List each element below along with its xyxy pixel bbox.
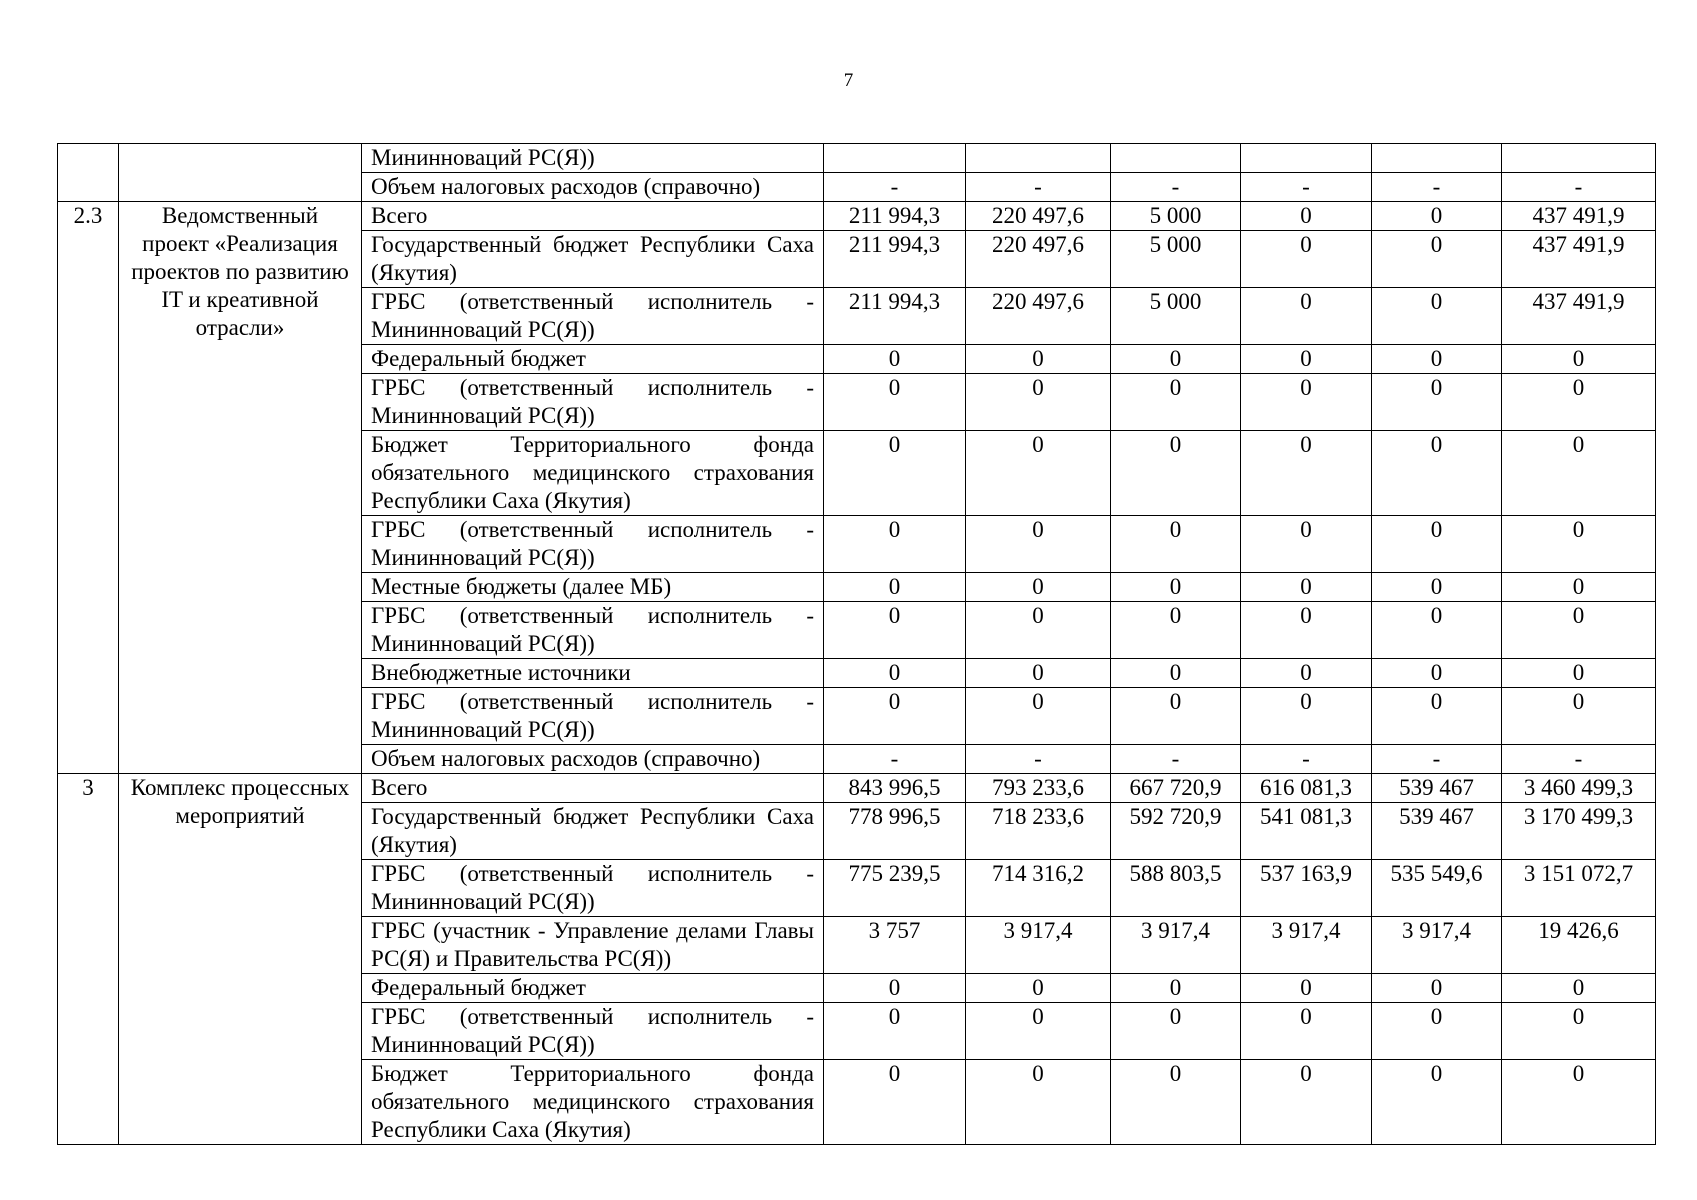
value-cell: 211 994,3 [824, 202, 966, 231]
table-row [58, 774, 1656, 803]
section-number: 2.3 [58, 202, 119, 774]
value-cell: 0 [1111, 602, 1241, 659]
value-cell: 588 803,5 [1111, 860, 1241, 917]
value-cell: 5 000 [1111, 288, 1241, 345]
value-cell: 0 [1372, 974, 1502, 1003]
value-cell: 0 [966, 573, 1111, 602]
value-cell: 0 [1111, 688, 1241, 745]
value-cell: 0 [1372, 1060, 1502, 1145]
total-cell: 0 [1502, 374, 1656, 431]
total-cell: 3 151 072,7 [1502, 860, 1656, 917]
value-cell: - [966, 745, 1111, 774]
value-cell: 0 [1111, 1060, 1241, 1145]
row-label: Федеральный бюджет [362, 974, 824, 1003]
value-cell: 0 [966, 374, 1111, 431]
value-cell: 0 [1372, 516, 1502, 573]
value-cell: 0 [1372, 345, 1502, 374]
value-cell: 0 [966, 516, 1111, 573]
section-name [119, 144, 362, 202]
value-cell: 0 [1241, 688, 1372, 745]
value-cell: 0 [824, 602, 966, 659]
row-label: ГРБС (ответственный исполнитель - Мининноваций РС(Я)) [362, 688, 824, 745]
value-cell: 714 316,2 [966, 860, 1111, 917]
value-cell: 5 000 [1111, 202, 1241, 231]
value-cell: 0 [824, 659, 966, 688]
value-cell [966, 144, 1111, 173]
row-label: Внебюджетные источники [362, 659, 824, 688]
value-cell: 592 720,9 [1111, 803, 1241, 860]
row-label: ГРБС (участник - Управление делами Главы РС(Я) и Правительства РС(Я)) [362, 917, 824, 974]
value-cell: 0 [1241, 573, 1372, 602]
value-cell: 3 757 [824, 917, 966, 974]
value-cell: 539 467 [1372, 803, 1502, 860]
value-cell: 5 000 [1111, 231, 1241, 288]
value-cell: 0 [966, 688, 1111, 745]
value-cell: - [1111, 745, 1241, 774]
section-number: 3 [58, 774, 119, 1145]
total-cell: 0 [1502, 659, 1656, 688]
total-cell: 437 491,9 [1502, 231, 1656, 288]
value-cell: 0 [1241, 974, 1372, 1003]
row-label: ГРБС (ответственный исполнитель - Мининноваций РС(Я)) [362, 860, 824, 917]
value-cell: 0 [1372, 659, 1502, 688]
value-cell [824, 144, 966, 173]
value-cell: 0 [824, 374, 966, 431]
total-cell: 437 491,9 [1502, 288, 1656, 345]
total-cell: 19 426,6 [1502, 917, 1656, 974]
value-cell: 0 [1111, 345, 1241, 374]
row-label: Государственный бюджет Республики Саха (Якутия) [362, 803, 824, 860]
value-cell: 0 [824, 1060, 966, 1145]
total-cell: 437 491,9 [1502, 202, 1656, 231]
row-label: Бюджет Территориального фонда обязательного медицинского страхования Республики Саха (Якутия) [362, 431, 824, 516]
value-cell: 541 081,3 [1241, 803, 1372, 860]
value-cell: 0 [824, 431, 966, 516]
value-cell: 0 [1241, 516, 1372, 573]
budget-table [57, 143, 1656, 1145]
row-label: Объем налоговых расходов (справочно) [362, 173, 824, 202]
value-cell: 535 549,6 [1372, 860, 1502, 917]
value-cell: 0 [1111, 573, 1241, 602]
value-cell: 0 [1111, 516, 1241, 573]
value-cell [1111, 144, 1241, 173]
value-cell: 843 996,5 [824, 774, 966, 803]
value-cell: 778 996,5 [824, 803, 966, 860]
value-cell: 0 [824, 974, 966, 1003]
section-number [58, 144, 119, 202]
value-cell: 0 [1241, 231, 1372, 288]
value-cell: 793 233,6 [966, 774, 1111, 803]
row-label: ГРБС (ответственный исполнитель - Мининноваций РС(Я)) [362, 288, 824, 345]
value-cell: 0 [966, 659, 1111, 688]
row-label: Всего [362, 774, 824, 803]
total-cell: 0 [1502, 1003, 1656, 1060]
value-cell: 0 [824, 573, 966, 602]
value-cell: 3 917,4 [966, 917, 1111, 974]
value-cell: - [1372, 173, 1502, 202]
value-cell: 0 [1111, 974, 1241, 1003]
value-cell: 0 [1372, 688, 1502, 745]
value-cell: 0 [1372, 288, 1502, 345]
value-cell: 0 [824, 1003, 966, 1060]
page-number: 7 [843, 70, 854, 91]
total-cell: - [1502, 745, 1656, 774]
value-cell: 0 [1241, 431, 1372, 516]
total-cell: 0 [1502, 602, 1656, 659]
value-cell: 211 994,3 [824, 288, 966, 345]
row-label: Всего [362, 202, 824, 231]
value-cell: - [824, 745, 966, 774]
value-cell: 0 [1372, 573, 1502, 602]
value-cell: 0 [966, 602, 1111, 659]
value-cell: 0 [1241, 659, 1372, 688]
value-cell: - [1241, 173, 1372, 202]
value-cell: 0 [1372, 1003, 1502, 1060]
value-cell: 3 917,4 [1372, 917, 1502, 974]
value-cell: 3 917,4 [1241, 917, 1372, 974]
value-cell: 0 [966, 1060, 1111, 1145]
row-label: Мининноваций РС(Я)) [362, 144, 824, 173]
value-cell: 0 [966, 1003, 1111, 1060]
value-cell: 0 [1372, 431, 1502, 516]
value-cell: 0 [1241, 288, 1372, 345]
value-cell: 0 [1372, 374, 1502, 431]
value-cell: 616 081,3 [1241, 774, 1372, 803]
value-cell: 0 [966, 431, 1111, 516]
value-cell: 220 497,6 [966, 202, 1111, 231]
total-cell: - [1502, 173, 1656, 202]
value-cell: 0 [1372, 602, 1502, 659]
value-cell: 539 467 [1372, 774, 1502, 803]
total-cell: 0 [1502, 1060, 1656, 1145]
row-label: Федеральный бюджет [362, 345, 824, 374]
value-cell: 0 [824, 516, 966, 573]
value-cell [1372, 144, 1502, 173]
total-cell: 3 460 499,3 [1502, 774, 1656, 803]
value-cell: - [1111, 173, 1241, 202]
value-cell: - [1241, 745, 1372, 774]
row-label: Бюджет Территориального фонда обязательного медицинского страхования Республики Саха (Якутия) [362, 1060, 824, 1145]
row-label: ГРБС (ответственный исполнитель - Мининноваций РС(Я)) [362, 1003, 824, 1060]
row-label: Объем налоговых расходов (справочно) [362, 745, 824, 774]
value-cell: 3 917,4 [1111, 917, 1241, 974]
section-name: Ведомственный проект «Реализация проектов по развитию IT и креативной отрасли» [119, 202, 362, 774]
value-cell: 0 [1372, 202, 1502, 231]
total-cell: 0 [1502, 688, 1656, 745]
table-row [58, 144, 1656, 173]
value-cell: 0 [1111, 431, 1241, 516]
value-cell: - [1372, 745, 1502, 774]
row-label: ГРБС (ответственный исполнитель - Мининноваций РС(Я)) [362, 374, 824, 431]
value-cell: 0 [824, 345, 966, 374]
value-cell: 0 [966, 345, 1111, 374]
total-cell [1502, 144, 1656, 173]
value-cell: 0 [1241, 345, 1372, 374]
value-cell: 775 239,5 [824, 860, 966, 917]
total-cell: 3 170 499,3 [1502, 803, 1656, 860]
value-cell: 220 497,6 [966, 231, 1111, 288]
value-cell: 0 [1372, 231, 1502, 288]
value-cell: 0 [1241, 1060, 1372, 1145]
section-name: Комплекс процессных мероприятий [119, 774, 362, 1145]
row-label: Местные бюджеты (далее МБ) [362, 573, 824, 602]
value-cell: 0 [1241, 602, 1372, 659]
value-cell: - [824, 173, 966, 202]
total-cell: 0 [1502, 516, 1656, 573]
table-row [58, 202, 1656, 231]
value-cell: 537 163,9 [1241, 860, 1372, 917]
value-cell: 0 [966, 974, 1111, 1003]
value-cell: 0 [1111, 374, 1241, 431]
budget-table-body [58, 144, 1656, 1145]
value-cell: 220 497,6 [966, 288, 1111, 345]
row-label: ГРБС (ответственный исполнитель - Мининноваций РС(Я)) [362, 602, 824, 659]
value-cell: 667 720,9 [1111, 774, 1241, 803]
total-cell: 0 [1502, 573, 1656, 602]
value-cell [1241, 144, 1372, 173]
value-cell: 0 [1241, 1003, 1372, 1060]
value-cell: 211 994,3 [824, 231, 966, 288]
value-cell: 0 [824, 688, 966, 745]
total-cell: 0 [1502, 345, 1656, 374]
row-label: ГРБС (ответственный исполнитель - Мининноваций РС(Я)) [362, 516, 824, 573]
total-cell: 0 [1502, 974, 1656, 1003]
value-cell: 0 [1111, 659, 1241, 688]
value-cell: 0 [1241, 202, 1372, 231]
value-cell: 718 233,6 [966, 803, 1111, 860]
value-cell: 0 [1241, 374, 1372, 431]
value-cell: - [966, 173, 1111, 202]
value-cell: 0 [1111, 1003, 1241, 1060]
row-label: Государственный бюджет Республики Саха (Якутия) [362, 231, 824, 288]
total-cell: 0 [1502, 431, 1656, 516]
